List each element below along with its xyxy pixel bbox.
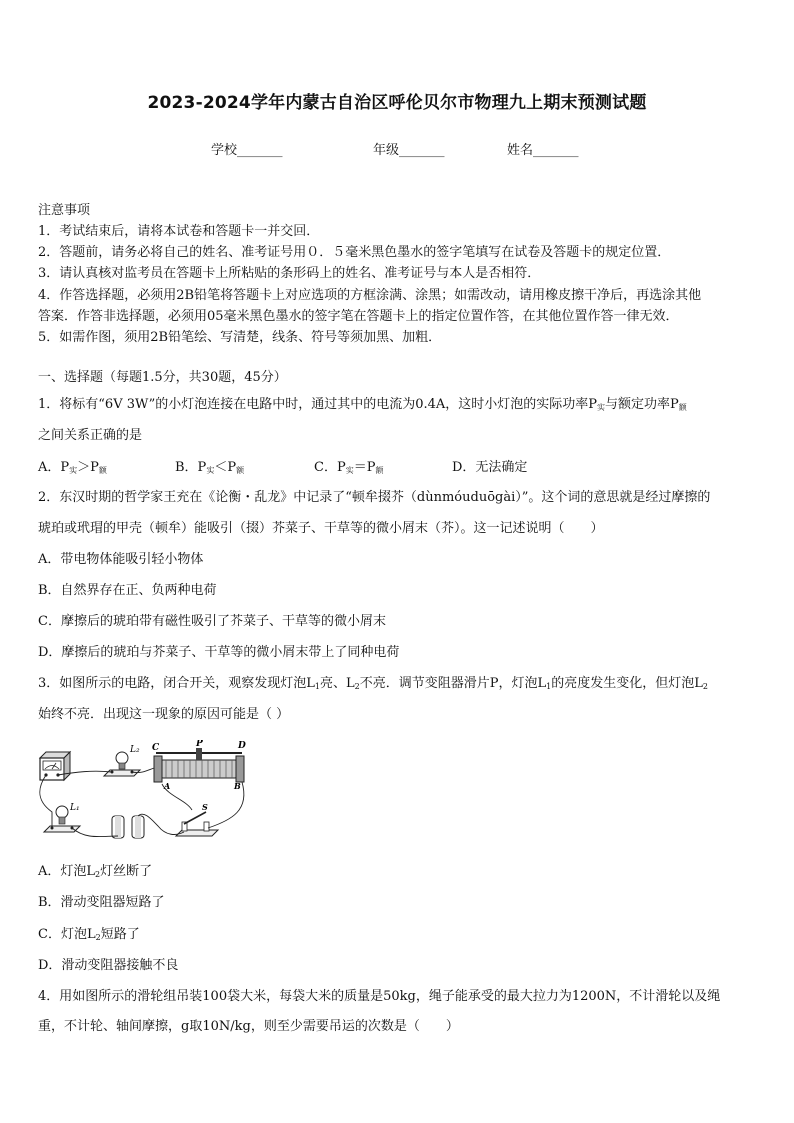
notice-heading: 注意事项 — [38, 203, 91, 218]
question-4-line1: 4．用如图所示的滑轮组吊装100袋大米，每袋大米的质量是50kg，绳子能承受的最大拉力为1200N，不计滑轮以及绳 — [38, 989, 721, 1004]
q1-option-a[interactable]: A．$P_实>P_额$ — [38, 460, 107, 475]
question-2-line2: 琥珀或玳瑁的甲壳（顿牟）能吸引（掇）芥菜子、干草等的微小屑末（芥）。这一记述说明（ ） — [38, 521, 604, 536]
label-d: D — [238, 741, 246, 751]
q1-option-c[interactable]: C．$P_实=P_额$ — [314, 460, 384, 475]
q2-option-c[interactable]: C．摩擦后的琥珀带有磁性吸引了芥菜子、干草等的微小屑末 — [38, 614, 386, 629]
battery-icon — [112, 816, 144, 838]
notice-item: 3．请认真核对监考员在答题卡上所粘贴的条形码上的姓名、准考证号与本人是否相符． — [38, 266, 541, 281]
notice-item: 5．如需作图，须用2B铅笔绘、写清楚，线条、符号等须加黑、加粗． — [38, 330, 442, 345]
notice-item: 2．答题前，请务必将自己的姓名、准考证号用０．５毫米黑色墨水的签字笔填写在试卷及答题卡的规定位置． — [38, 245, 671, 260]
grade-field[interactable]: 年级_______ — [373, 143, 445, 158]
exam-title: 2023-2024学年内蒙古自治区呼伦贝尔市物理九上期末预测试题 — [147, 93, 647, 113]
ammeter-icon — [40, 752, 70, 780]
q3-option-b[interactable]: B．滑动变阻器短路了 — [38, 895, 165, 910]
label-a: A — [164, 781, 171, 791]
question-1-line2: 之间关系正确的是 — [38, 428, 143, 443]
question-1-line1: 1．将标有“6V 3W”的小灯泡连接在电路中时，通过其中的电流为0.4A，这时小灯泡的实际功率$P_实$与额定功率$P_额$ — [38, 397, 687, 412]
label-b: B — [234, 781, 241, 791]
notice-item: 答案．作答非选择题，必须用05毫米黑色墨水的签字笔在答题卡上的指定位置作答，在其他位置作答一律无效． — [38, 309, 679, 324]
question-3-line2: 始终不亮．出现这一现象的原因可能是（ ） — [38, 707, 290, 722]
notice-item: 4．作答选择题，必须用2B铅笔将答题卡上对应选项的方框涂满、涂黑；如需改动，请用橡皮擦干净后，再选涂其他 — [38, 288, 702, 303]
label-s: S — [202, 802, 208, 812]
q2-option-b[interactable]: B．自然界存在正、负两种电荷 — [38, 583, 217, 598]
q2-option-d[interactable]: D．摩擦后的琥珀与芥菜子、干草等的微小屑末带上了同种电荷 — [38, 645, 400, 660]
q1-option-d[interactable]: D．无法确定 — [452, 460, 528, 475]
school-field[interactable]: 学校_______ — [211, 143, 283, 158]
rheostat-icon — [154, 748, 244, 782]
question-2-line1: 2．东汉时期的哲学家王充在《论衡・乱龙》中记录了“顿牟掇芥（dùnmóuduōgài）”。这个词的意思就是经过摩擦的 — [38, 490, 711, 505]
section-heading: 一、选择题（每题1.5分，共30题，45分） — [38, 370, 287, 385]
question-4-line2: 重，不计轮、轴间摩擦，g取10N/kg，则至少需要吊运的次数是（ ） — [38, 1019, 459, 1034]
q1-option-b[interactable]: B．$P_实<P_额$ — [175, 460, 245, 475]
label-p: P — [196, 740, 203, 749]
question-3-line1: 3．如图所示的电路，闭合开关，观察发现灯泡$L_1$亮、$L_2$不亮．调节变阻器滑片P，灯泡$L_1$的亮度发生变化，但灯泡$L_2$ — [38, 676, 708, 691]
label-l1: L₁ — [70, 803, 80, 813]
q3-option-c[interactable]: C．灯泡$L_2$短路了 — [38, 927, 140, 942]
label-l2: L₂ — [130, 745, 140, 755]
name-field[interactable]: 姓名_______ — [507, 143, 579, 158]
label-c: C — [152, 743, 160, 753]
q3-option-a[interactable]: A．灯泡$L_2$灯丝断了 — [38, 864, 153, 879]
q2-option-a[interactable]: A．带电物体能吸引轻小物体 — [38, 552, 204, 567]
notice-item: 1．考试结束后，请将本试卷和答题卡一并交回． — [38, 224, 320, 239]
circuit-figure — [36, 740, 266, 850]
q3-option-d[interactable]: D．滑动变阻器接触不良 — [38, 958, 179, 973]
